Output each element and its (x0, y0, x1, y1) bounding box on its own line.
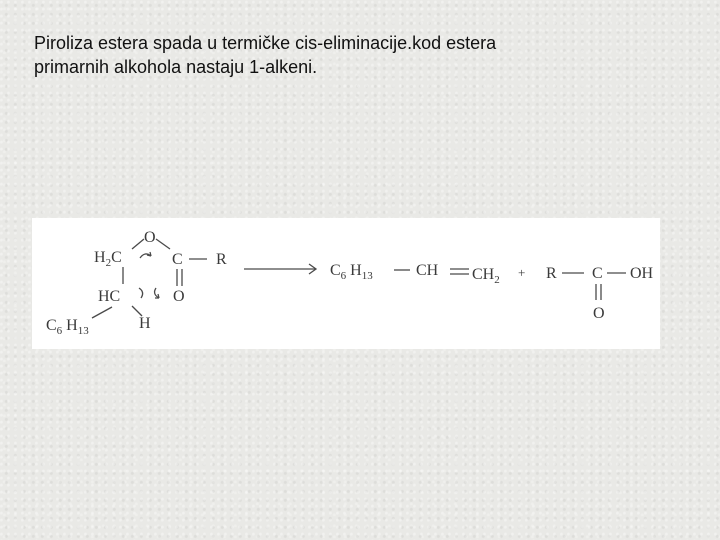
product-alkyl-c6h13: $C_6$ $H_{13}$ (330, 262, 373, 282)
reactant-h2c-label: $H_2C$ (94, 249, 122, 269)
slide-text (34, 31, 654, 79)
reaction-arrow-icon (244, 264, 316, 274)
reactant-carbonyl-carbon: C (172, 251, 183, 268)
bond-o-c (156, 239, 170, 249)
bond-c-o (132, 239, 144, 249)
electron-arrows (139, 252, 159, 298)
electron-arrow-2-icon (139, 288, 143, 298)
reaction-svg (32, 218, 660, 349)
product-acid-oxygen: O (593, 305, 605, 322)
product-ch: CH (416, 262, 439, 279)
product-acid-r: R (546, 265, 557, 282)
slide-text-line-1: Piroliza estera spada u termičke cis-eliminacije.kod estera (34, 33, 497, 53)
reactant-hc-label: HC (98, 288, 121, 305)
bond-ch-alkyl (92, 307, 112, 318)
plus-sign: + (518, 265, 526, 280)
reactant-carbonyl-oxygen: O (173, 288, 185, 305)
reactant-alkyl-c6h13: $C_6$ $H_{13}$ (46, 317, 89, 337)
reactant-ring-oxygen: O (144, 229, 156, 246)
reactant-bonds (92, 239, 207, 318)
bond-ch-h (132, 306, 142, 316)
product-acid-carbon: C (592, 265, 603, 282)
reactant-r-group: R (216, 251, 227, 268)
product-acid-oh: OH (630, 265, 654, 282)
reaction-scheme (32, 218, 660, 349)
slide-text-line-2: primarnih alkohola nastaju 1-alkeni. (34, 57, 318, 77)
reactant-hydrogen: H (139, 315, 151, 332)
product-ch2: $CH_2$ (472, 266, 500, 286)
